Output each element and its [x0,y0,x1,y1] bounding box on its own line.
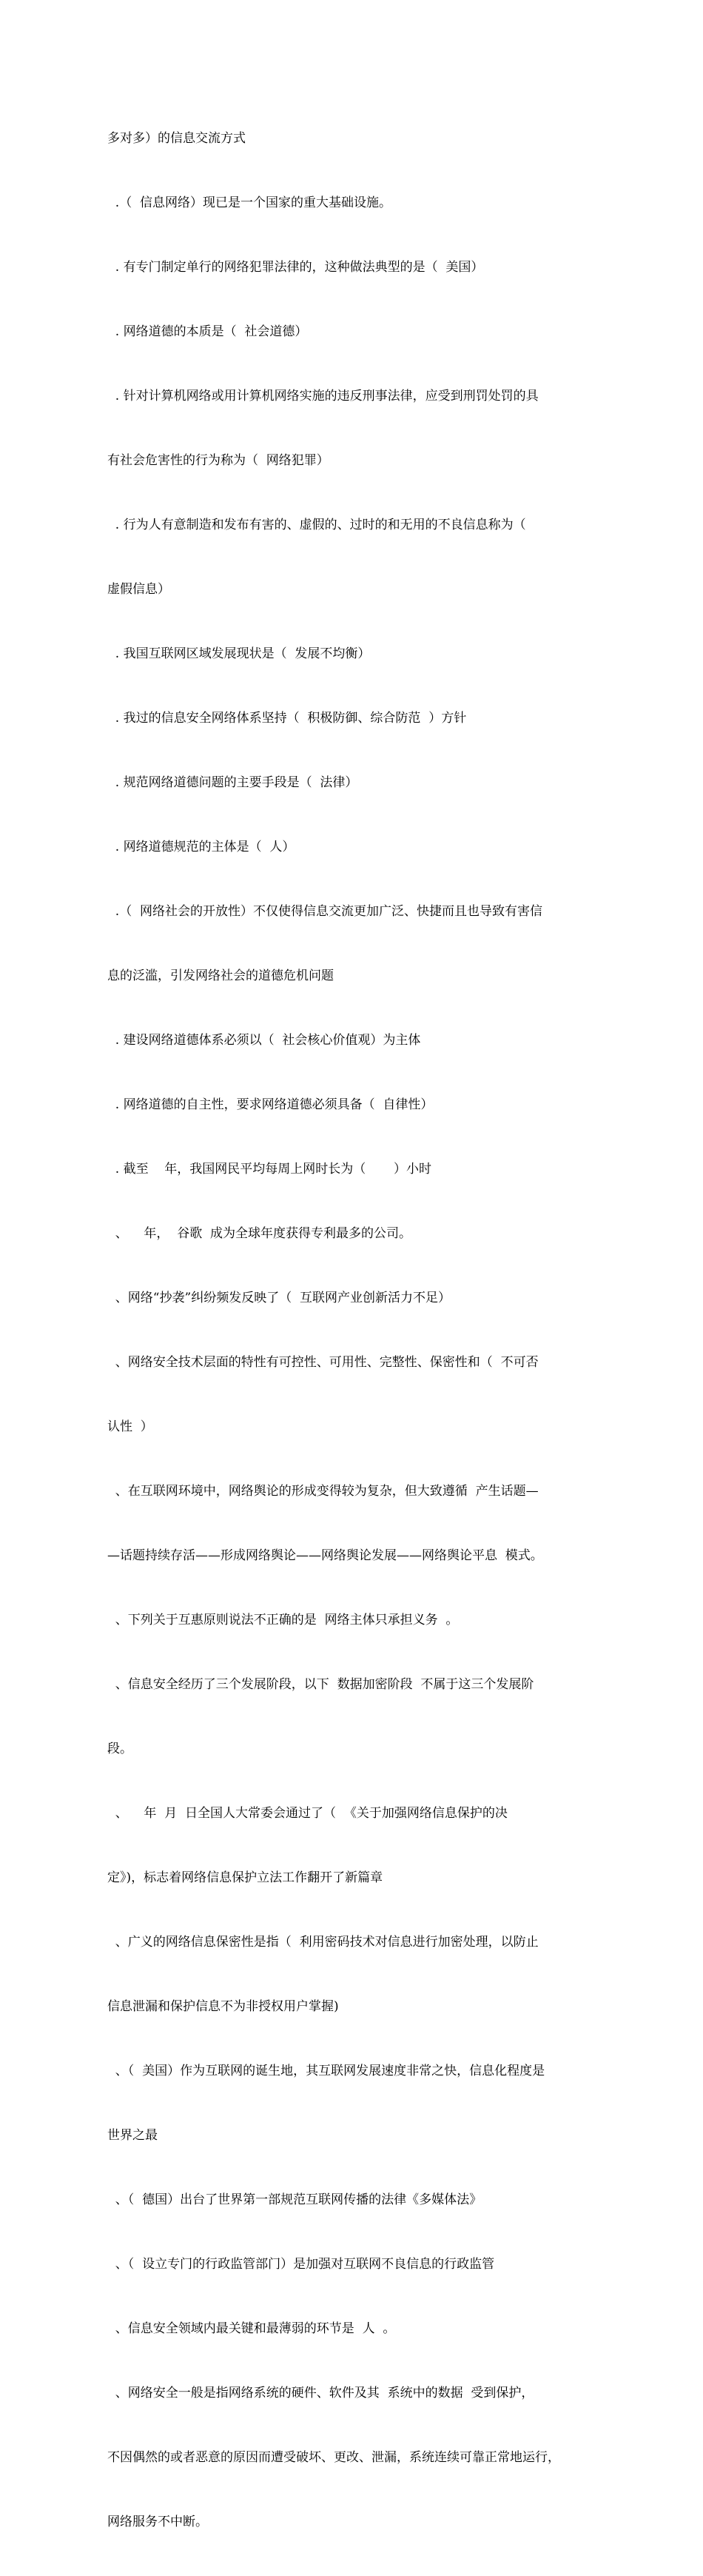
text-line: 、在互联网环境中，网络舆论的形成变得较为复杂，但大致遵循 产生话题— [107,1484,539,1499]
text-line: 、（ 美国）作为互联网的诞生地，其互联网发展速度非常之快，信息化程度是 [107,2064,545,2078]
text-line: 网络服务不中断。 [107,2515,208,2529]
text-line: 有社会危害性的行为称为（ 网络犯罪） [107,453,329,468]
text-line: 、下列关于互惠原则说法不正确的是 网络主体只承担义务 。 [107,1613,459,1627]
text-line: 、（ 设立专门的行政监管部门）是加强对互联网不良信息的行政监管 [107,2257,495,2272]
text-line: .（ 信息网络）现已是一个国家的重大基础设施。 [107,195,392,210]
text-line: . 建设网络道德体系必须以（ 社会核心价值观）为主体 [107,1033,421,1048]
text-line: 、信息安全经历了三个发展阶段，以下 数据加密阶段 不属于这三个发展阶 [107,1677,534,1692]
text-line: 不因偶然的或者恶意的原因而遭受破坏、更改、泄漏，系统连续可靠正常地运行， [107,2450,560,2465]
text-line: . 截至 年，我国网民平均每周上网时长为（ ）小时 [107,1162,432,1177]
text-line: 、网络“抄袭”纠纷频发反映了（ 互联网产业创新活力不足） [107,1291,451,1305]
text-line: . 我国互联网区域发展现状是（ 发展不均衡） [107,646,371,661]
text-line: 息的泛滥，引发网络社会的道德危机问题 [107,968,334,983]
text-line: 、（ 德国）出台了世界第一部规范互联网传播的法律《多媒体法》 [107,2192,482,2207]
text-line: . 有专门制定单行的网络犯罪法律的，这种做法典型的是（ 美国） [107,260,484,275]
text-line: 多对多）的信息交流方式 [107,131,246,146]
text-line: —话题持续存活——形成网络舆论——网络舆论发展——网络舆论平息 模式。 [107,1548,543,1563]
text-line: 、广义的网络信息保密性是指（ 利用密码技术对信息进行加密处理，以防止 [107,1935,539,1950]
text-line: 、网络安全技术层面的特性有可控性、可用性、完整性、保密性和（ 不可否 [107,1355,539,1370]
text-line: . 网络道德的本质是（ 社会道德） [107,324,308,339]
text-line: 、 年， 谷歌 成为全球年度获得专利最多的公司。 [107,1226,412,1241]
text-line: 段。 [107,1742,132,1756]
text-line: 认性 ） [107,1419,153,1434]
document-body [107,85,610,2576]
text-line: . 我过的信息安全网络体系坚持（ 积极防御、综合防范 ）方针 [107,711,467,726]
text-line: 、信息安全领域内最关键和最薄弱的环节是 人 。 [107,2321,396,2336]
text-line: .（ 网络社会的开放性）不仅使得信息交流更加广泛、快捷而且也导致有害信 [107,904,543,919]
text-line: 、网络安全一般是指网络系统的硬件、软件及其 系统中的数据 受到保护， [107,2386,534,2401]
text-line: . 规范网络道德问题的主要手段是（ 法律） [107,775,358,790]
text-line: 虚假信息） [107,582,170,597]
text-line: 世界之最 [107,2128,158,2143]
text-line: . 行为人有意制造和发布有害的、虚假的、过时的和无用的不良信息称为（ [107,518,526,532]
text-line: 、 年 月 日全国人大常委会通过了（ 《关于加强网络信息保护的决 [107,1806,508,1821]
text-line: . 针对计算机网络或用计算机网络实施的违反刑事法律，应受到刑罚处罚的具 [107,389,539,404]
text-line: 信息泄漏和保护信息不为非授权用户掌握) [107,1999,339,2014]
text-line: 定》)，标志着网络信息保护立法工作翻开了新篇章 [107,1870,383,1885]
text-line: . 网络道德规范的主体是（ 人） [107,840,295,854]
text-line: . 网络道德的自主性，要求网络道德必须具备（ 自律性） [107,1097,434,1112]
